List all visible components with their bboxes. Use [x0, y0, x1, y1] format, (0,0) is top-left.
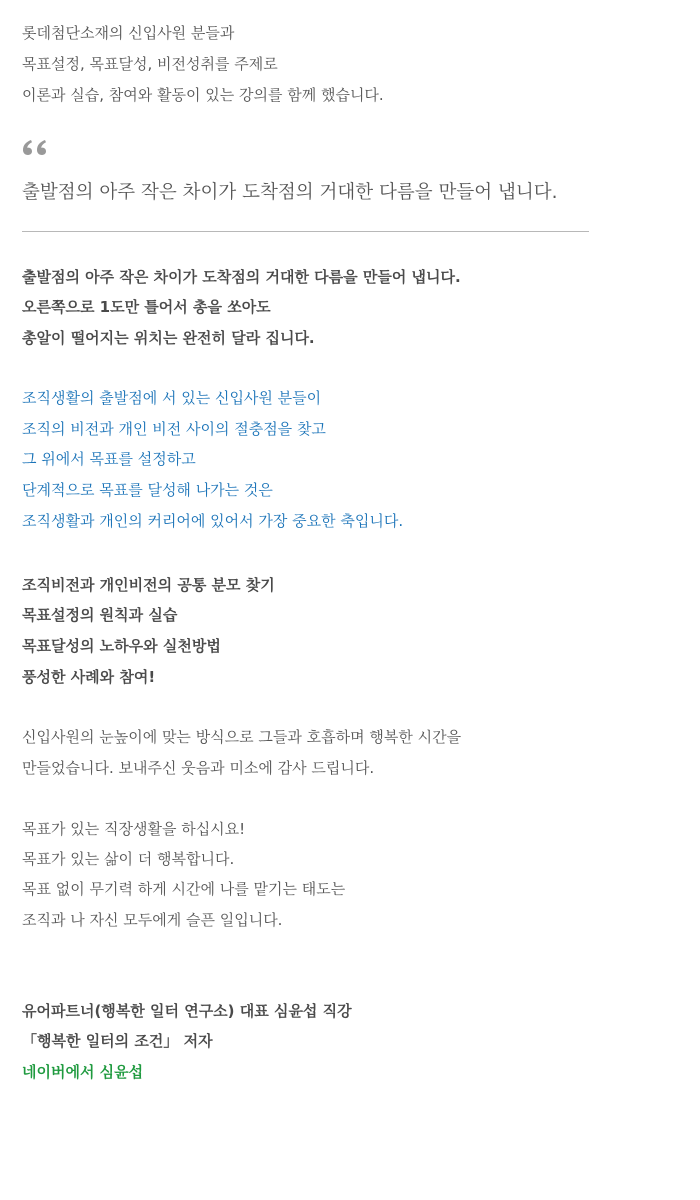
blue-line-1: 조직생활의 출발점에 서 있는 신입사원 분들이 — [22, 389, 322, 407]
bold-line-1: 출발점의 아주 작은 차이가 도착점의 거대한 다름을 만들어 냅니다. — [22, 268, 461, 286]
signature-title: 유어파트너(행복한 일터 연구소) 대표 심윤섭 직강 — [22, 1002, 352, 1020]
bold-line-2: 오른쪽으로 1도만 틀어서 총을 쏘아도 — [22, 298, 271, 316]
topic-item: 풍성한 사례와 참여! — [22, 668, 156, 686]
blue-line-2: 조직의 비전과 개인 비전 사이의 절충점을 찾고 — [22, 420, 326, 438]
topic-item: 조직비전과 개인비전의 공통 분모 찾기 — [22, 576, 275, 594]
quote-text: 출발점의 아주 작은 차이가 도착점의 거대한 다름을 만들어 냅니다. — [22, 182, 558, 203]
topic-item: 목표달성의 노하우와 실천방법 — [22, 637, 221, 655]
intro-line-1: 롯데첨단소재의 신입사원 분들과 — [22, 24, 235, 42]
signature-book: 「행복한 일터의 조건」 저자 — [22, 1032, 213, 1050]
blue-line-5: 조직생활과 개인의 커리어에 있어서 가장 중요한 축입니다. — [22, 512, 404, 530]
blue-line-3: 그 위에서 목표를 설정하고 — [22, 450, 196, 468]
thanks-line-1: 신입사원의 눈높이에 맞는 방식으로 그들과 호흡하며 행복한 시간을 — [22, 728, 462, 746]
closing-line-4: 조직과 나 자신 모두에게 슬픈 일입니다. — [22, 911, 283, 929]
topic-item: 목표설정의 원칙과 실습 — [22, 606, 178, 624]
closing-line-2: 목표가 있는 삶이 더 행복합니다. — [22, 850, 235, 868]
naver-search-link[interactable]: 네이버에서 심윤섭 — [22, 1063, 144, 1081]
closing-line-1: 목표가 있는 직장생활을 하십시요! — [22, 820, 246, 838]
closing-line-3: 목표 없이 무기력 하게 시간에 나를 맡기는 태도는 — [22, 880, 346, 898]
thanks-line-2: 만들었습니다. 보내주신 웃음과 미소에 감사 드립니다. — [22, 759, 375, 777]
blue-line-4: 단계적으로 목표를 달성해 나가는 것은 — [22, 481, 273, 499]
quote-icon — [20, 136, 48, 160]
intro-line-3: 이론과 실습, 참여와 활동이 있는 강의를 함께 했습니다. — [22, 86, 384, 104]
bold-line-3: 총알이 떨어지는 위치는 완전히 달라 집니다. — [22, 329, 315, 347]
intro-line-2: 목표설정, 목표달성, 비전성취를 주제로 — [22, 55, 278, 73]
divider — [22, 231, 589, 232]
